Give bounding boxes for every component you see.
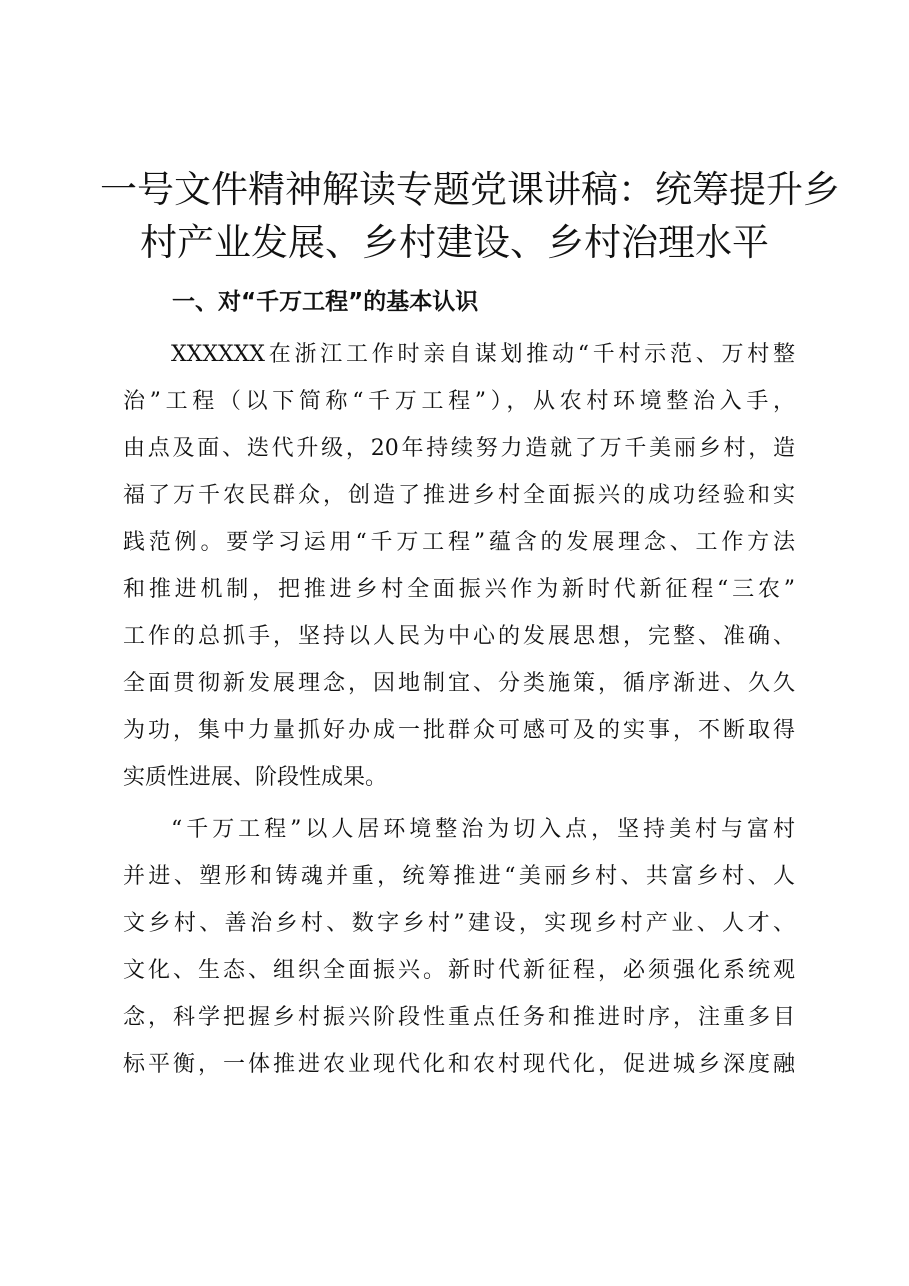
paragraph-line: 文乡村、善治乡村、数字乡村”建设，实现乡村产业、人才、 [123, 911, 795, 936]
paragraph-line: 标平衡，一体推进农业现代化和农村现代化，促进城乡深度融 [123, 1052, 795, 1077]
paragraph-line: 由点及面、迭代升级，20年持续努力造就了万千美丽乡村，造 [123, 436, 795, 461]
paragraph-line: 和推进机制，把推进乡村全面振兴作为新时代新征程“三农” [123, 577, 795, 602]
paragraph-line: XXXXXX在浙江工作时亲自谋划推动“千村示范、万村整 [171, 342, 795, 367]
paragraph-1 [123, 331, 795, 801]
section-heading: 一、对“千万工程”的基本认识 [172, 289, 479, 315]
paragraph-line: 践范例。要学习运用“千万工程”蕴含的发展理念、工作方法 [123, 530, 795, 555]
title-line-1: 一号文件精神解读专题党课讲稿：统筹提升乡 [100, 168, 840, 211]
paragraph-line: 为功，集中力量抓好办成一批群众可感可及的实事，不断取得 [123, 718, 795, 743]
paragraph-line: 文化、生态、组织全面振兴。新时代新征程，必须强化系统观 [123, 958, 795, 983]
title-line-2: 村产业发展、乡村建设、乡村治理水平 [140, 221, 769, 264]
paragraph-2 [123, 806, 795, 1088]
paragraph-line: 工作的总抓手，坚持以人民为中心的发展思想，完整、准确、 [123, 624, 795, 649]
document-title [100, 163, 840, 269]
paragraph-line: “千万工程”以人居环境整治为切入点，坚持美村与富村 [171, 817, 795, 842]
paragraph-line: 实质性进展、阶段性成果。 [123, 765, 388, 790]
paragraph-line: 治”工程（以下简称“千万工程”），从农村环境整治入手， [123, 389, 795, 414]
paragraph-line: 福了万千农民群众，创造了推进乡村全面振兴的成功经验和实 [123, 483, 795, 508]
paragraph-line: 念，科学把握乡村振兴阶段性重点任务和推进时序，注重多目 [123, 1005, 795, 1030]
paragraph-line: 并进、塑形和铸魂并重，统筹推进“美丽乡村、共富乡村、人 [123, 864, 795, 889]
paragraph-line: 全面贯彻新发展理念，因地制宜、分类施策，循序渐进、久久 [123, 671, 795, 696]
